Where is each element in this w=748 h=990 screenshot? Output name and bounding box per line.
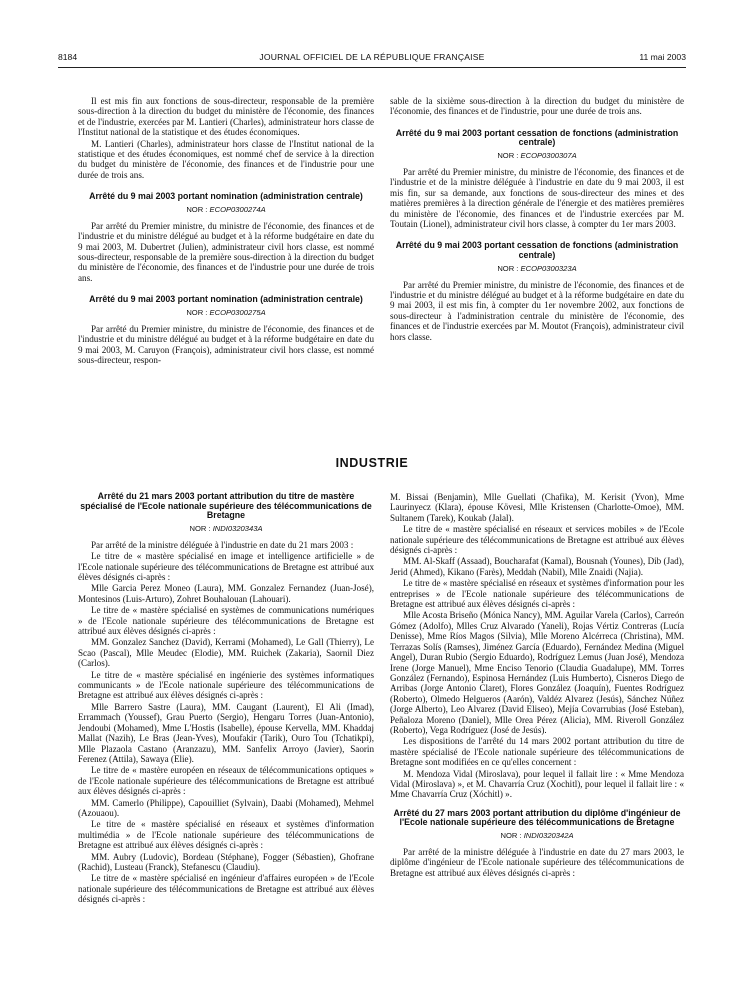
top-right-column [390,96,684,342]
nor-line: NOR : INDI0320343A [189,523,263,533]
top-left-column [78,96,374,366]
paragraph: Le titre de « mastère européen en réseaux de télécommunications optiques » de l'Ecole nationale supérieure des télécommunications de Bretagne est attribué aux élèves désignés ci-après : [78,765,374,797]
decree-title: Arrêté du 9 mai 2003 portant cessation de fonctions (administration centrale) [395,127,679,148]
bottom-right-column [390,492,684,878]
journal-title: JOURNAL OFFICIEL DE LA RÉPUBLIQUE FRANÇAISE [259,52,485,62]
section-heading: INDUSTRIE [335,456,409,470]
page-number: 8184 [58,52,78,62]
page-header [58,52,686,66]
decree-title: Arrêté du 21 mars 2003 portant attribution du titre de mastère spécialisé de l'Ecole nationale supérieure des télécommunications de Bretagne [80,491,372,521]
paragraph: M. Mendoza Vidal (Miroslava), pour lequel il fallait lire : « Mme Mendoza Vidal (Miroslava) », et M. Chavarría Cruz (Xochitl), pour lequel il fallait lire : « Mme Chavarría Cruz (Xóchitl) ». [390,768,684,800]
paragraph: M. Bissai (Benjamin), Mlle Guellati (Chafika), M. Kerisit (Yvon), Mme Laurinyecz (Klara), épouse Kövesi, Mlle Kristensen (Charlotte-Omoe), MM. Sultanem (Tarek), Koukab (Jalal). [390,492,684,523]
decree-title: Arrêté du 9 mai 2003 portant nomination (administration centrale) [89,294,363,305]
issue-date: 11 mai 2003 [639,52,686,62]
nor-line: NOR : ECOP0300323A [497,263,577,273]
nor-code: INDI0320343A [212,523,263,533]
paragraph: Mlle Acosta Briseño (Mónica Nancy), MM. Aguilar Varela (Carlos), Carreón Gómez (Adolfo), Mlles Cruz Alvarado (Yaneli), Rojas Vértiz Contreras (Lucía Denisse), Mme Ríos Magos (Silvia), Mlle Moreno Alcérreca (Christina), MM. Terrazas Solís (Ramses), Jiménez García (Eduardo), Fernández Medina (Miguel Angel), Duran Rubio (Sergio Eduardo), Rodríguez Lemus (Juan José), Mendoza Irene (Jorge Manuel), Mme Enciso Tenorio (Claudia Guadalupe), MM. Torres González (Fernando), Espinosa Hernández (Luis Humberto), Cisneros Diego de Arribas (Jorge Antonio Claret), Flores González (Joaquín), Fuentes Rodríguez (Roberto), Olmedo Helgueros (Aarón), Valdéz Alvarez (Jesús), Sánchez Núñez (Jorge Alberto), Leo Alvarez (David Eliseo), Mejía Covarrubias (José Esteban), Peñaloza Moreno (Daniel), Mlle Orea Pérez (Alicia), MM. Riveroll González (Roberto), Vega Rodríguez (José de Jesús). [390,610,684,735]
paragraph: MM. Camerlo (Philippe), Capouilliet (Sylvain), Daabi (Mohamed), Mehmel (Azouaou). [78,797,374,818]
nor-code: INDI0320342A [523,830,574,840]
paragraph: Mlle Garcia Perez Moneo (Laura), MM. Gonzalez Fernandez (Juan-José), Montesinos (Luis-Arturo), Zohret Bouhalouan (Lahouari). [78,583,374,604]
paragraph: Le titre de « mastère spécialisé en réseaux et systèmes d'information multimédia » de l'Ecole nationale supérieure des télécommunications de Bretagne est attribué aux élèves désignés ci-après : [78,819,374,851]
decree-title: Arrêté du 27 mars 2003 portant attribution du diplôme d'ingénieur de l'Ecole nationale supérieure des télécommunications de Bretagne [393,807,681,828]
decree-title: Arrêté du 9 mai 2003 portant cessation de fonctions (administration centrale) [395,240,679,261]
paragraph: Le titre de « mastère spécialisé en ingénierie des systèmes informatiques communicants » de l'Ecole nationale supérieure des télécommunications de Bretagne est attribué aux élèves désignés ci-après : [78,669,374,701]
paragraph: Les dispositions de l'arrêté du 14 mars 2002 portant attribution du titre de mastère spécialisé de l'Ecole nationale supérieure des télécommunications de Bretagne sont modifiées en ce qu'elles concernent : [390,736,684,768]
paragraph: Le titre de « mastère spécialisé en systèmes de communications numériques » de l'Ecole nationale supérieure des télécommunications de Bretagne est attribué aux élèves désignés ci-après : [78,605,374,637]
paragraph: Le titre de « mastère spécialisé en réseaux et services mobiles » de l'Ecole nationale supérieure des télécommunications de Bretagne est attribué aux élèves désignés ci-après : [390,524,684,556]
paragraph: Le titre de « mastère spécialisé en image et intelligence artificielle » de l'Ecole nationale supérieure des télécommunications de Bretagne est attribué aux élèves désignés ci-après : [78,551,374,582]
nor-code: ECOP0300275A [209,307,266,317]
paragraph: Par arrêté du Premier ministre, du ministre de l'économie, des finances et de l'industrie et du ministre délégué au budget et à la réforme budgétaire en date du 9 mai 2003, M. Caruyon (François), administrateur civil hors classe, est nommé sous-directeur, respon- [78,323,374,366]
nor-line: NOR : INDI0320342A [500,830,574,840]
paragraph: M. Lantieri (Charles), administrateur hors classe de l'Institut national de la statistique et des études économiques, est nommé chef de service à la direction du budget du ministère de l'économie, des finances et de l'industrie pour une durée de trois ans. [78,138,374,180]
nor-code: ECOP0300307A [520,151,577,160]
nor-code: ECOP0300323A [520,263,577,273]
paragraph: Le titre de « mastère spécialisé en ingénieur d'affaires européen » de l'Ecole nationale supérieure des télécommunications de Bretagne est attribué aux élèves désignés ci-après : [78,873,374,905]
decree-title: Arrêté du 9 mai 2003 portant nomination (administration centrale) [89,191,363,202]
paragraph: Par arrêté du Premier ministre, du ministre de l'économie, des finances et de l'industrie et du ministre délégué au budget et à la réforme budgétaire en date du 9 mai 2003, il est mis fin, à compter du 1er novembre 2002, aux fonctions de sous-directeur à l'administration centrale du ministère de l'économie, des finances et de l'industrie exercées par M. Moutot (François), administrateur civil hors classe. [390,279,684,342]
nor-line: NOR : ECOP0300275A [186,307,266,317]
paragraph: Il est mis fin aux fonctions de sous-directeur, responsable de la première sous-direction à la direction du budget du ministère de l'économie, des finances et de l'industrie, exercées par M. Lantieri (Charles), administrateur hors classe de l'Institut national de la statistique et des études économiques. [78,96,374,138]
paragraph: sable de la sixième sous-direction à la direction du budget du ministère de l'économie, des finances et de l'industrie, pour une durée de trois ans. [390,96,684,117]
paragraph: Par arrêté du Premier ministre, du ministre de l'économie, des finances et de l'industrie et du ministre délégué au budget et à la réforme budgétaire en date du 9 mai 2003, M. Dubertret (Julien), administrateur civil hors classe, est nommé sous-directeur, responsable de la première sous-direction à la direction du budget du ministère de l'économie, des finances et de l'industrie pour une durée de trois ans. [78,220,374,283]
header-rule [58,67,686,68]
paragraph: MM. Aubry (Ludovic), Bordeau (Stéphane), Fogger (Sébastien), Ghofrane (Rachid), Lusteau (Franck), Stefanescu (Claudiu). [78,851,374,872]
paragraph: Par arrêté du Premier ministre, du ministre de l'économie, des finances et de l'industrie et de la ministre déléguée à l'industrie en date du 9 mai 2003, il est mis fin, sur sa demande, aux fonctions de sous-directeur des mines et des matières premières à la direction générale de l'énergie et des matières premières du ministère de l'économie, des finances et de l'industrie exercées par M. Toutain (Lionel), administrateur civil hors classe, à compter du 1er mars 2003. [390,167,684,230]
paragraph: MM. Al-Skaff (Assaad), Boucharafat (Kamal), Bousnah (Younes), Dib (Jad), Jerid (Ahmed), Kikano (Farès), Meddah (Nabil), Mlle Znaidi (Najia). [390,556,684,577]
paragraph: Mlle Barrero Sastre (Laura), MM. Caugant (Laurent), El Ali (Imad), Errammach (Youssef), Grau Puerto (Sergio), Hengaru Torres (Juan-Antonio), Jendoubi (Mohamed), Mme L'Hostis (Isabelle), épouse Kervella, MM. Khaddaj Mallat (Nazih), Le Bras (Jean-Yves), Moufakir (Tarik), Ouro Tou (Tchatikpi), Mlle Plazaola Castano (Aranzazu), MM. Sanfelix Arroyo (Javier), Saorin Ferenez (Attila), Sawaya (Elie). [78,701,374,764]
nor-line: NOR : ECOP0300274A [186,204,266,214]
paragraph: Par arrêté de la ministre déléguée à l'industrie en date du 27 mars 2003, le diplôme d'ingénieur de l'Ecole nationale supérieure des télécommunications de Bretagne est attribué aux élèves désignés ci-après : [390,846,684,878]
nor-line: NOR : ECOP0300307A [497,151,577,160]
nor-code: ECOP0300274A [209,204,266,214]
paragraph: Le titre de « mastère spécialisé en réseaux et systèmes d'information pour les entreprises » de l'Ecole nationale supérieure des télécommunications de Bretagne est attribué aux élèves désignés ci-après : [390,578,684,610]
paragraph: MM. Gonzalez Sanchez (David), Kerrami (Mohamed), Le Gall (Thierry), Le Scao (Pascal), Mlle Meudec (Elodie), MM. Ruichek (Zakaria), Saornil Diez (Carlos). [78,637,374,669]
paragraph: Par arrêté de la ministre déléguée à l'industrie en date du 21 mars 2003 : [91,539,354,550]
bottom-left-column [78,492,374,905]
